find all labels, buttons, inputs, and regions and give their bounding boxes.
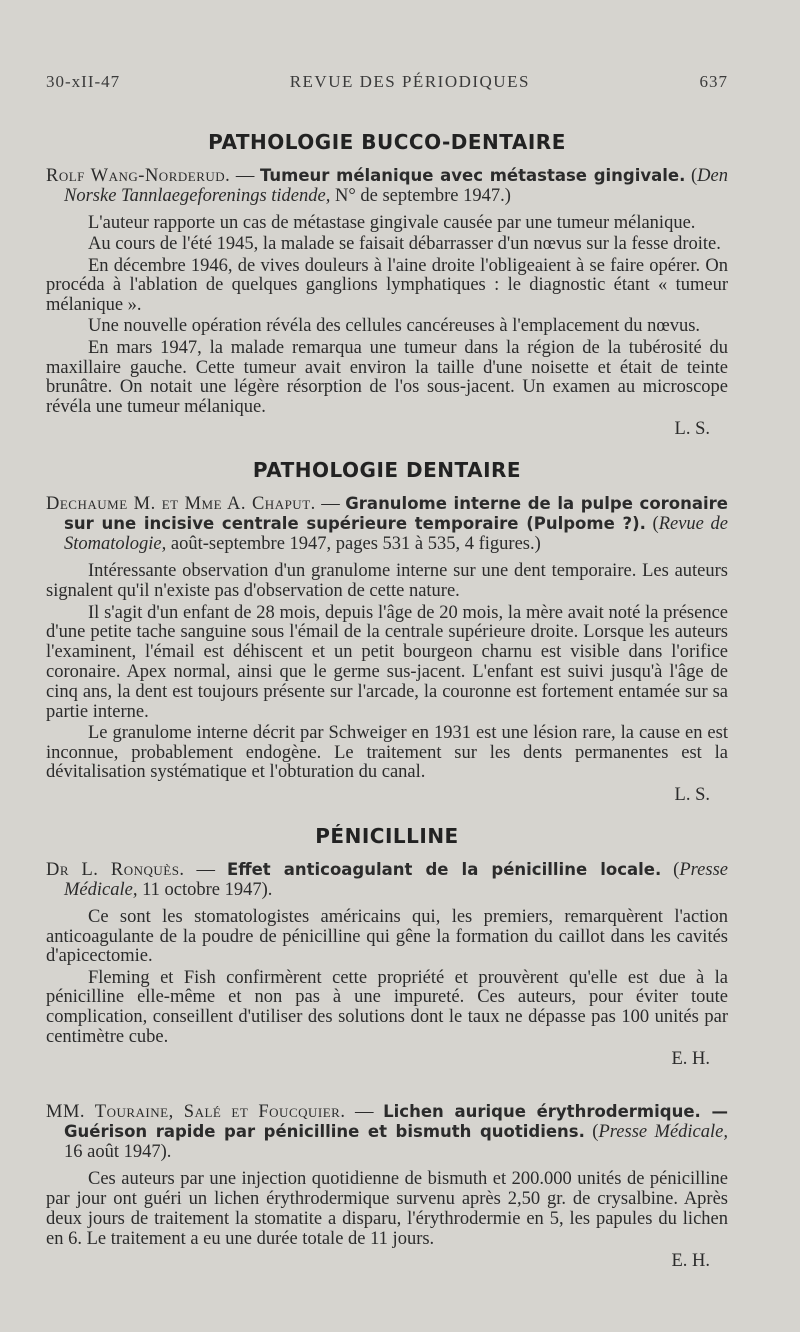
header-date: 30-xII-47 — [46, 72, 121, 91]
article-title: Tumeur mélanique avec métastase gingivale. — [259, 166, 686, 185]
article-initials: L. S. — [674, 419, 710, 440]
article-paragraph: Ces auteurs par une injection quotidienne de bismuth et 200.000 unités de pénicilline par jour ont guéri un lichen érythrodermique survenu après 2,50 gr. de crysalbine. Après deux jours de traitement la stomatite a disparu, l'érythrodermie en 5, les papules du lichen en 6. Le traitement a eu une durée totale de 11 jours. — [46, 1169, 728, 1249]
article-paragraph: Ce sont les stomatologistes américains qui, les premiers, remarquèrent l'action anticoagulante de la poudre de pénicilline qui gêne la formation du caillot dans les cavités d'apicectomie. — [46, 906, 728, 967]
article-author: MM. Touraine, Salé et Foucquier. — [46, 1102, 346, 1123]
article-paragraph: En mars 1947, la malade remarqua une tumeur dans la région de la tubérosité du maxillaire gauche. Cette tumeur avait environ la taille d'une noisette et était de teinte brunâtre. On notait une légère résorption de l'os sous-jacent. Un examen au microscope révéla une tumeur mélanique. — [46, 337, 728, 418]
article-paragraph: Fleming et Fish confirmèrent cette propriété et prouvèrent qu'elle est due à la pénicilline elle-même et non pas à une impureté. Ces auteurs, pour éviter toute complication, conseillent d'utiliser des solutions dont le taux ne dépasse pas 100 unités par centimètre cube. — [46, 967, 728, 1048]
article-ronques — [46, 860, 728, 1071]
article-source: Presse Médicale, — [598, 1122, 728, 1143]
page-number: 637 — [699, 72, 728, 91]
section-heading-penicilline: PÉNICILLINE — [315, 823, 459, 848]
article-title: Lichen aurique érythrodermique. — Guérison rapide par pénicilline et bismuth quotidiens. — [64, 1102, 728, 1142]
article-paragraph: Il s'agit d'un enfant de 28 mois, depuis l'âge de 20 mois, la mère avait noté la présence d'une petite tache sanguine sous l'émail de la centrale supérieure droite. Lorsque les auteurs l'examinent, l'émail est déhiscent et un petit bourgeon charnu est visible dans l'orifice coronaire. Apex normal, ainsi que le germe sus-jacent. L'enfant est suivi jusqu'à l'âge de cinq ans, la dent est toujours présente sur l'arcade, la couronne est fortement entamée sur sa partie interne. — [46, 602, 728, 722]
article-author: Rolf Wang-Norderud. — [46, 166, 231, 186]
article-source: Presse Médicale, — [64, 859, 728, 900]
section-heading-dentaire: PATHOLOGIE DENTAIRE — [252, 458, 522, 483]
article-wang-norderud — [46, 166, 728, 440]
article-citation: Rolf Wang-Norderud. — Tumeur mélanique avec métastase gingivale. (Den Norske Tannlaegeforenings tidende, N° de septembre 1947.) — [46, 166, 728, 206]
article-paragraph: Au cours de l'été 1945, la malade se faisait débarrasser d'un nœvus sur la fesse droite. — [88, 234, 721, 255]
article-paragraph: Intéressante observation d'un granulome interne sur une dent temporaire. Les auteurs signalent qu'il n'existe pas d'observation de cette nature. — [46, 561, 728, 602]
article-dechaume-chaput — [46, 494, 728, 805]
article-citation: Dr L. Ronquès. — Effet anticoagulant de la pénicilline locale. (Presse Médicale, 11 octobre 1947). — [46, 859, 728, 900]
article-author: Dr L. Ronquès. — [46, 859, 185, 880]
article-citation: MM. Touraine, Salé et Foucquier. — Lichen aurique érythrodermique. — Guérison rapide par pénicilline et bismuth quotidiens. (Presse Médicale, 16 août 1947). — [46, 1102, 728, 1163]
article-paragraph: Le granulome interne décrit par Schweiger en 1931 est une lésion rare, la cause en est inconnue, probablement endogène. Le traitement sur les dents permanentes est la dévitalisation systématique et l'obturation du canal. — [46, 722, 728, 783]
section-heading-bucco-dentaire: PATHOLOGIE BUCCO-DENTAIRE — [208, 130, 566, 154]
article-author: Dechaume M. et Mme A. Chaput. — [46, 494, 316, 515]
header-title: REVUE DES PÉRIODIQUES — [289, 72, 530, 91]
article-source: Den Norske Tannlaegeforenings tidende, — [64, 166, 728, 206]
article-paragraph: L'auteur rapporte un cas de métastase gingivale causée par une tumeur mélanique. — [88, 213, 696, 233]
article-citation: Dechaume M. et Mme A. Chaput. — Granulome interne de la pulpe coronaire sur une incisive centrale supérieure temporaire (Pulpome ?). (Revue de Stomatologie, août-septembre 1947, pages 531 à 535, 4 figures.) — [46, 494, 728, 555]
running-header — [46, 72, 728, 92]
article-initials: E. H. — [671, 1251, 710, 1271]
article-initials: L. S. — [674, 784, 710, 805]
article-paragraph: Une nouvelle opération révéla des cellules cancéreuses à l'emplacement du nœvus. — [88, 316, 701, 337]
article-source: Revue de Stomatologie, — [64, 514, 728, 555]
article-title: Granulome interne de la pulpe coronaire sur une incisive centrale supérieure temporaire (Pulpome ?). — [64, 494, 728, 534]
article-paragraph: En décembre 1946, de vives douleurs à l'aine droite l'obligeaient à se faire opérer. On procéda à l'ablation de quelques ganglions lymphatiques : le diagnostic étant « tumeur mélanique ». — [46, 255, 728, 316]
article-initials: E. H. — [671, 1049, 710, 1070]
article-title: Effet anticoagulant de la pénicilline locale. — [226, 859, 662, 879]
article-touraine-sale-foucquier — [46, 1102, 728, 1272]
